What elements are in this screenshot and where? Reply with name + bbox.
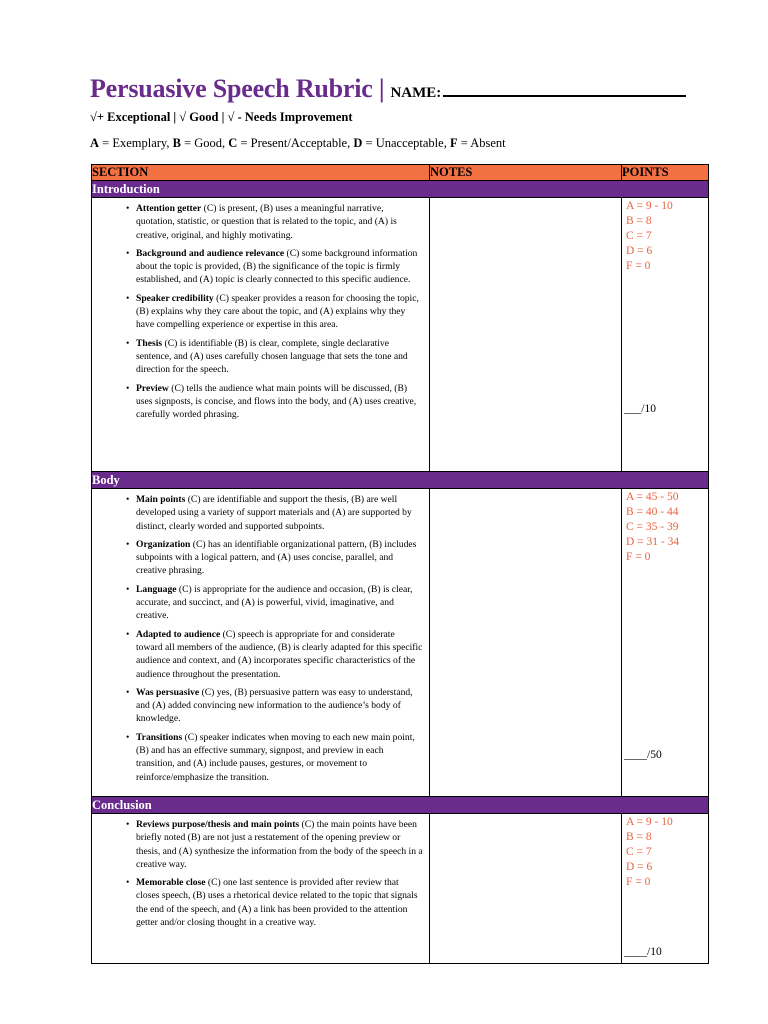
- criterion-text: (C) speaker indicates when moving to each new main point, (B) and has an effective summary, signpost, and preview in each transition, and (A) include pauses, gestures, or movement to reinforce/emphasize the transition.: [136, 731, 415, 783]
- criterion-label: Main points: [136, 494, 186, 505]
- grade-line: D = 6: [626, 245, 653, 257]
- grade-scale: [622, 814, 708, 890]
- criterion-text: (C) tells the audience what main points will be discussed, (B) uses signposts, is concise, and flows into the body, and (A) uses creative, carefully worded phrasing.: [136, 382, 417, 421]
- score-blank[interactable]: ___/10: [624, 403, 656, 415]
- grade-key-b: B: [172, 136, 181, 150]
- grade-line: F = 0: [626, 260, 651, 272]
- list-item: • Language (C) is appropriate for the audience and occasion, (B) is clear, accurate, and succinct, and (A) is powerful, vivid, imaginative, and creative.: [126, 583, 413, 622]
- header-section: SECTION: [92, 165, 430, 181]
- grade-line: F = 0: [626, 551, 651, 563]
- grade-key-c: C: [228, 136, 238, 150]
- criterion-text: (C) speech is appropriate for and considerate toward all members of the audience, (B) is clearly adapted for this specific audience and context, and (A) incorporates specific characteristics of the audience throughout the presentation.: [136, 628, 423, 680]
- grade-desc-a: = Exemplary,: [99, 136, 173, 150]
- criterion-text: (C) is identifiable (B) is clear, complete, single declarative sentence, and (A) uses carefully chosen language that sets the tone and direction for the speech.: [136, 337, 408, 376]
- criteria-list: [92, 814, 429, 929]
- criterion-label: Memorable close: [136, 877, 206, 889]
- criterion-label: Background and audience relevance: [136, 247, 285, 259]
- section-band-body: Body: [92, 472, 709, 489]
- grade-line: C = 7: [626, 846, 652, 858]
- title-line: [90, 74, 690, 104]
- section-body-row: [92, 489, 709, 797]
- grade-scale: [622, 489, 708, 565]
- grade-line: C = 7: [626, 230, 652, 242]
- grade-line: B = 8: [626, 831, 652, 843]
- section-band-row: [92, 472, 709, 489]
- header-points: POINTS: [622, 165, 709, 181]
- criterion-text: (C) are identifiable and support the thesis, (B) are well developed using a variety of support materials and (A) are supported by distinct, clearly worded and supported subpoints.: [136, 494, 412, 532]
- criterion-text: (C) the main points have been briefly noted (B) are not just a restatement of the opening preview or thesis, and (A) synthesize the information from the body of the speech in a creative way.: [136, 819, 423, 870]
- section-body-row: [92, 198, 709, 472]
- grade-scale: [622, 198, 708, 274]
- list-item: • Thesis (C) is identifiable (B) is clear, complete, single declarative sentence, and (A) uses carefully chosen language that sets the tone and direction for the speech.: [126, 337, 408, 376]
- grade-desc-b: = Good,: [180, 136, 229, 150]
- list-item: • Attention getter (C) is present, (B) uses a meaningful narrative, quotation, statistic, or question that is related to the topic, and (A) is creative, original, and highly motivating.: [126, 203, 397, 241]
- notes-cell[interactable]: [430, 489, 622, 797]
- notes-cell[interactable]: [430, 198, 622, 472]
- grade-desc-c: = Present/Acceptable,: [237, 136, 354, 150]
- grade-desc-f: = Absent: [457, 136, 506, 150]
- criterion-text: (C) has an identifiable organizational pattern, (B) includes subpoints with a logical pattern, and (A) uses concise, parallel, and creative phrasing.: [136, 538, 417, 577]
- criterion-text: (C) one last sentence is provided after review that closes speech, (B) uses a rhetorical device related to the topic that signals the end of the speech, and (A) a link has been provided to the attention getter and/or closing thought in a creative way.: [136, 877, 418, 929]
- criteria-list: [92, 489, 429, 784]
- criterion-text: (C) speaker provides a reason for choosing the topic, (B) explains why they care about the topic, and (A) explains why they have compelling experience or expertise in this area.: [136, 292, 419, 331]
- criterion-label: Was persuasive: [136, 686, 200, 698]
- grade-line: D = 31 - 34: [626, 536, 680, 548]
- grade-line: D = 6: [626, 861, 653, 873]
- list-item: • Main points (C) are identifiable and support the thesis, (B) are well developed using a variety of support materials and (A) are supported by distinct, clearly worded and supported subpoints.: [126, 494, 412, 532]
- list-item: • Organization (C) has an identifiable organizational pattern, (B) includes subpoints with a logical pattern, and (A) uses concise, parallel, and creative phrasing.: [126, 538, 417, 577]
- criterion-label: Thesis: [136, 337, 163, 349]
- grade-line: A = 9 - 10: [626, 816, 673, 828]
- criteria-list: [92, 198, 429, 421]
- criterion-label: Speaker credibility: [136, 292, 214, 304]
- criteria-cell: [92, 814, 430, 964]
- list-item: • Preview (C) tells the audience what main points will be discussed, (B) uses signposts, is concise, and flows into the body, and (A) uses creative, carefully worded phrasing.: [126, 382, 417, 421]
- criterion-text: (C) is appropriate for the audience and occasion, (B) is clear, accurate, and succinct, and (A) is powerful, vivid, imaginative, and creative.: [136, 583, 413, 622]
- list-item: • Adapted to audience (C) speech is appropriate for and considerate toward all members of the audience, (B) is clearly adapted for this specific audience and context, and (A) incorporates specific characteristics of the audience throughout the presentation.: [126, 628, 423, 680]
- criterion-label: Transitions: [136, 731, 183, 743]
- criterion-text: (C) yes, (B) persuasive pattern was easy to understand, and (A) added convincing new information to the audience’s body of knowledge.: [136, 686, 413, 725]
- criterion-label: Organization: [136, 538, 191, 550]
- document-header: [90, 74, 690, 125]
- grade-key-a: A: [90, 136, 100, 150]
- grade-desc-d: = Unacceptable,: [362, 136, 450, 150]
- criteria-cell: [92, 198, 430, 472]
- grade-line: F = 0: [626, 876, 651, 888]
- criterion-label: Language: [136, 583, 177, 595]
- page-title: Persuasive Speech Rubric |: [90, 74, 385, 103]
- list-item: • Reviews purpose/thesis and main points (C) the main points have been briefly noted (B) are not just a restatement of the opening preview or thesis, and (A) synthesize the information from the body of the speech in a creative way.: [126, 819, 423, 870]
- grade-line: B = 40 - 44: [626, 506, 679, 518]
- name-label: NAME:: [390, 85, 442, 101]
- grade-line: B = 8: [626, 215, 652, 227]
- points-cell: [622, 198, 709, 472]
- section-band-conclusion: Conclusion: [92, 797, 709, 814]
- criterion-label: Preview: [136, 382, 169, 394]
- list-item: • Transitions (C) speaker indicates when moving to each new main point, (B) and has an effective summary, signpost, and preview in each transition, and (A) include pauses, gestures, or movement to reinforce/emphasize the transition.: [126, 731, 415, 783]
- list-item: • Background and audience relevance (C) some background information about the topic is provided, (B) the significance of the topic is firmly established, and (A) topic is clearly connected to this specific audience.: [126, 247, 418, 286]
- criterion-text: (C) some background information about the topic is provided, (B) the significance of the topic is firmly established, and (A) topic is clearly connected to this specific audience.: [136, 247, 418, 286]
- criterion-label: Reviews purpose/thesis and main points: [136, 819, 300, 830]
- check-legend: √+ Exceptional | √ Good | √ - Needs Improvement: [90, 110, 353, 124]
- score-blank[interactable]: ____/10: [624, 946, 662, 958]
- name-blank-line[interactable]: [443, 81, 686, 97]
- grade-line: C = 35 - 39: [626, 521, 679, 533]
- list-item: • Memorable close (C) one last sentence is provided after review that closes speech, (B) uses a rhetorical device related to the topic that signals the end of the speech, and (A) a link has been provided to the attention getter and/or closing thought in a creative way.: [126, 877, 418, 929]
- points-cell: [622, 489, 709, 797]
- section-band-row: [92, 797, 709, 814]
- criterion-label: Attention getter: [136, 203, 202, 214]
- notes-cell[interactable]: [430, 814, 622, 964]
- section-body-row: [92, 814, 709, 964]
- grade-legend: [90, 136, 506, 151]
- section-band-row: [92, 181, 709, 198]
- list-item: • Was persuasive (C) yes, (B) persuasive pattern was easy to understand, and (A) added convincing new information to the audience’s body of knowledge.: [126, 686, 413, 725]
- grade-key-f: F: [449, 136, 458, 150]
- grade-key-d: D: [353, 136, 363, 150]
- criteria-cell: [92, 489, 430, 797]
- score-blank[interactable]: ____/50: [624, 749, 662, 761]
- criterion-label: Adapted to audience: [136, 628, 221, 640]
- rubric-table: [91, 164, 709, 964]
- list-item: • Speaker credibility (C) speaker provides a reason for choosing the topic, (B) explains why they care about the topic, and (A) explains why they have compelling experience or expertise in this area.: [126, 292, 419, 331]
- header-notes: NOTES: [430, 165, 622, 181]
- table-header-row: [92, 165, 709, 181]
- section-band-introduction: Introduction: [92, 181, 709, 198]
- grade-line: A = 45 - 50: [626, 491, 679, 503]
- criterion-text: (C) is present, (B) uses a meaningful narrative, quotation, statistic, or question that is related to the topic, and (A) is creative, original, and highly motivating.: [136, 203, 397, 241]
- grade-line: A = 9 - 10: [626, 200, 673, 212]
- points-cell: [622, 814, 709, 964]
